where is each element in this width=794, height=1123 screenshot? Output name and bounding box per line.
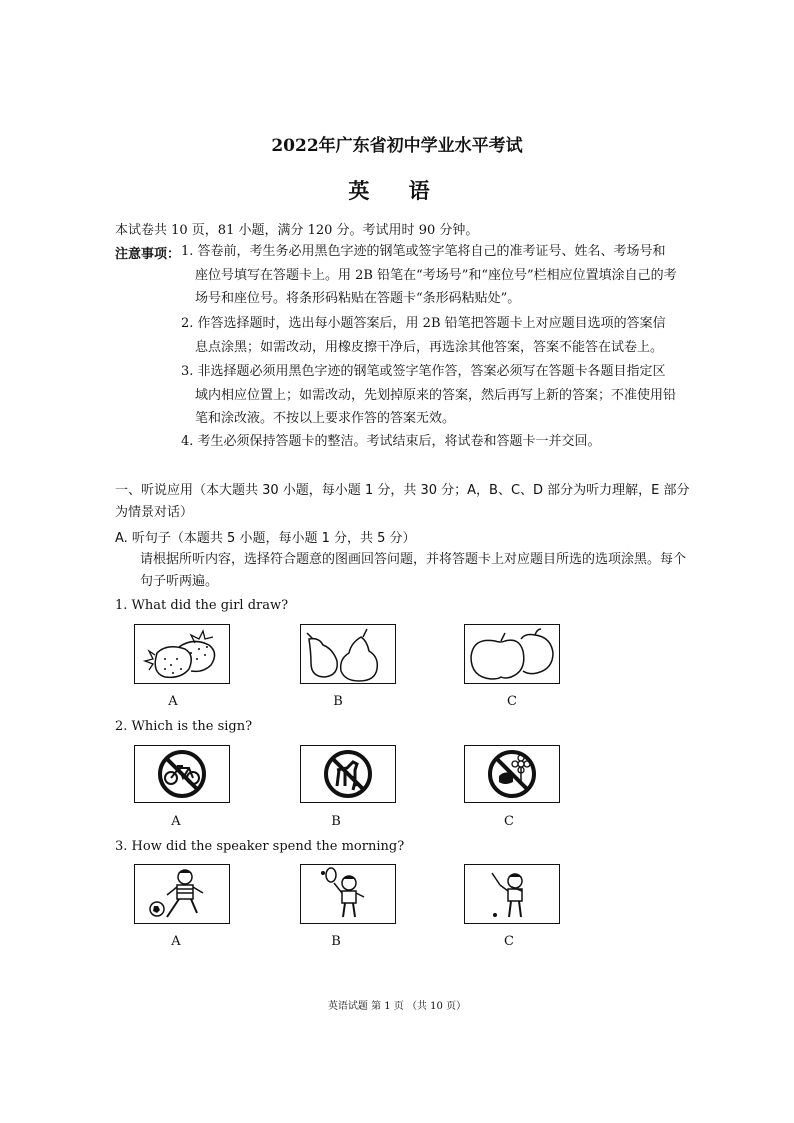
option-label: A — [168, 694, 178, 709]
note-item — [181, 240, 681, 311]
badminton-player-icon — [301, 865, 395, 923]
strawberry-icon — [135, 625, 229, 683]
question-3: 3. How did the speaker spend the morning? — [115, 839, 405, 854]
note-item — [181, 312, 681, 359]
section-heading: 一、听说应用（本大题共 30 小题，每小题 1 分，共 30 分；A，B、C、D 部分为听力理解，E 部分为情景对话） — [115, 483, 690, 520]
note-item-rest: 域内相应位置上；如需改动，先划掉原来的答案，然后再写上新的答案；不准使用铅笔和涂改液。不按以上要求作答的答案无效。 — [195, 387, 677, 426]
boy-playing-football-picture — [134, 864, 230, 924]
no-dogs-icon — [301, 746, 395, 802]
option-label: B — [331, 934, 341, 949]
note-item — [181, 360, 681, 431]
part-a-instruction: 请根据所听内容，选择符合题意的图画回答问题，并将答题卡上对应题目所选的选项涂黑。每个句子听两遍。 — [140, 552, 687, 589]
page-footer: 英语试题 第 1 页 （共 10 页） — [327, 1001, 467, 1012]
note-item-rest: 座位号填写在答题卡上。用 2B 铅笔在“考场号”和“座位号”栏相应位置填涂自己的考场号和座位号。将条形码粘贴在答题卡“条形码粘贴处”。 — [195, 267, 677, 306]
option-label: B — [331, 814, 341, 829]
apple-picture — [464, 624, 560, 684]
option-label: C — [504, 814, 514, 829]
boy-playing-badminton-picture — [300, 864, 396, 924]
boy-playing-golf-picture — [464, 864, 560, 924]
no-dogs-sign — [300, 745, 396, 803]
no-bicycle-icon — [135, 746, 229, 802]
note-item-first-line: 1. 答卷前，考生务必用黑色字迹的钢笔或签字笔将自己的准考证号、姓名、考场号和 — [181, 244, 666, 259]
no-bicycle-sign — [134, 745, 230, 803]
football-player-icon — [135, 865, 229, 923]
option-label: C — [507, 694, 517, 709]
option-label: A — [171, 814, 181, 829]
exam-title: 2022年广东省初中学业水平考试 — [271, 136, 523, 156]
pear-picture — [300, 624, 396, 684]
strawberry-picture — [134, 624, 230, 684]
option-label: C — [504, 934, 514, 949]
note-item — [181, 430, 681, 454]
note-item-first-line: 3. 非选择题必须用黑色字迹的钢笔或签字笔作答，答案必须写在答题卡各题目指定区 — [181, 364, 666, 379]
question-1: 1. What did the girl draw? — [115, 598, 289, 613]
no-picking-flowers-sign — [464, 745, 560, 803]
no-picking-flowers-icon — [465, 746, 559, 802]
intro-line: 本试卷共 10 页，81 小题，满分 120 分。考试用时 90 分钟。 — [115, 223, 479, 238]
pear-icon — [301, 625, 395, 683]
note-item-first-line: 2. 作答选择题时，选出每小题答案后，用 2B 铅笔把答题卡上对应题目选项的答案信 — [181, 316, 666, 331]
subject-title: 英 语 — [348, 178, 446, 203]
apple-icon — [465, 625, 559, 683]
part-a-heading: A. 听句子（本题共 5 小题，每小题 1 分，共 5 分） — [115, 531, 416, 546]
golf-player-icon — [465, 865, 559, 923]
note-item-rest: 息点涂黑；如需改动，用橡皮擦干净后，再选涂其他答案，答案不能答在试卷上。 — [195, 339, 664, 355]
option-label: A — [171, 934, 181, 949]
question-2: 2. Which is the sign? — [115, 719, 253, 734]
option-label: B — [333, 694, 343, 709]
note-item-first-line: 4. 考生必须保持答题卡的整洁。考试结束后，将试卷和答题卡一并交回。 — [181, 434, 601, 449]
notes-label: 注意事项： — [115, 247, 181, 262]
